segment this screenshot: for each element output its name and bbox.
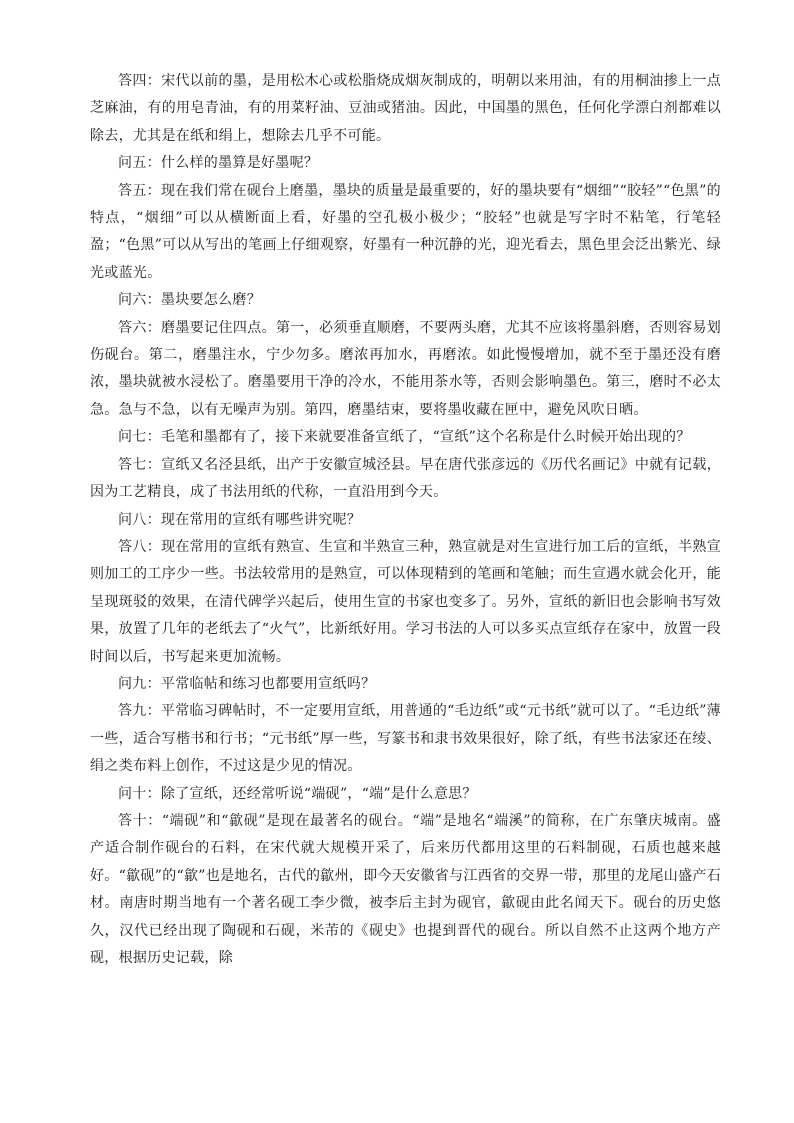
answer-8-paragraph: 答八：现在常用的宣纸有熟宣、生宣和半熟宣三种，熟宣就是对生宣进行加工后的宣纸，半熟宣则加工的工序少一些。书法较常用的是熟宣，可以体现精到的笔画和笔触；而生宣遇水就会化开，能呈现斑驳的效果，在清代碑学兴起后，使用生宣的书家也变多了。另外，宣纸的新旧也会影响书写效果，放置了几年的老纸去了“火气”，比新纸好用。学习书法的人可以多买点宣纸存在家中，放置一段时间以后，书写起来更加流畅。 xyxy=(90,538,721,665)
question-7-paragraph: 问七：毛笔和墨都有了，接下来就要准备宣纸了，“宣纸”这个名称是什么时候开始出现的？ xyxy=(118,429,691,446)
document-body xyxy=(90,68,721,972)
question-8-paragraph: 问八：现在常用的宣纸有哪些讲究呢？ xyxy=(118,511,362,528)
question-9-paragraph: 问九：平常临帖和练习也都要用宣纸吗？ xyxy=(118,675,376,692)
answer-4-paragraph: 答四：宋代以前的墨，是用松木心或松脂烧成烟灰制成的，明朝以来用油，有的用桐油掺上一点芝麻油，有的用皂青油，有的用菜籽油、豆油或猪油。因此，中国墨的黑色，任何化学漂白剂都难以除去，尤其是在纸和绢上，想除去几乎不可能。 xyxy=(90,73,721,144)
question-10-paragraph: 问十：除了宣纸，还经常听说“端砚”，“端”是什么意思？ xyxy=(118,785,477,802)
question-5-paragraph: 问五：什么样的墨算是好墨呢？ xyxy=(118,155,319,172)
answer-10-paragraph: 答十：“端砚”和“歙砚”是现在最著名的砚台。“端”是地名“端溪”的简称，在广东肇庆城南。盛产适合制作砚台的石料，在宋代就大规模开采了，后来历代都用这里的石料制砚，石质也越来越好。“歙砚”的“歙”也是地名，古代的歙州，即今天安徽省与江西省的交界一带，那里的龙尾山盛产石材。南唐时期当地有一个著名砚工李少微，被李后主封为砚官，歙砚由此名闻天下。砚台的历史悠久，汉代已经出现了陶砚和石砚，米芾的《砚史》也提到晋代的砚台。所以自然不止这两个地方产砚，根据历史记载，除 xyxy=(90,812,721,966)
question-6-paragraph: 问六：墨块要怎么磨？ xyxy=(118,292,261,309)
answer-7-paragraph: 答七：宣纸又名泾县纸，出产于安徽宣城泾县。早在唐代张彦远的《历代名画记》中就有记载，因为工艺精良，成了书法用纸的代称，一直沿用到今天。 xyxy=(90,456,721,501)
answer-6-paragraph: 答六：磨墨要记住四点。第一，必须垂直顺磨，不要两头磨，尤其不应该将墨斜磨，否则容易划伤砚台。第二，磨墨注水，宁少勿多。磨浓再加水，再磨浓。如此慢慢增加，就不至于墨还没有磨浓，墨块就被水浸松了。磨墨要用干净的冷水，不能用茶水等，否则会影响墨色。第三，磨时不必太急。急与不急，以有无噪声为别。第四，磨墨结束，要将墨收藏在匣中，避免风吹日晒。 xyxy=(90,319,721,418)
answer-9-paragraph: 答九：平常临习碑帖时，不一定要用宣纸，用普通的“毛边纸”或“元书纸”就可以了。“毛边纸”薄一些，适合写楷书和行书；“元书纸”厚一些，写篆书和隶书效果很好，除了纸，有些书法家还在绫、绢之类布料上创作，不过这是少见的情况。 xyxy=(90,703,721,775)
answer-5-paragraph: 答五：现在我们常在砚台上磨墨，墨块的质量是最重要的，好的墨块要有“烟细”“胶轻”“色黑”的特点，“烟细”可以从横断面上看，好墨的空孔极小极少；“胶轻”也就是写字时不粘笔，行笔轻盈；“色黑”可以从写出的笔画上仔细观察，好墨有一种沉静的光，迎光看去，黑色里会泛出紫光、绿光或蓝光。 xyxy=(90,182,721,281)
